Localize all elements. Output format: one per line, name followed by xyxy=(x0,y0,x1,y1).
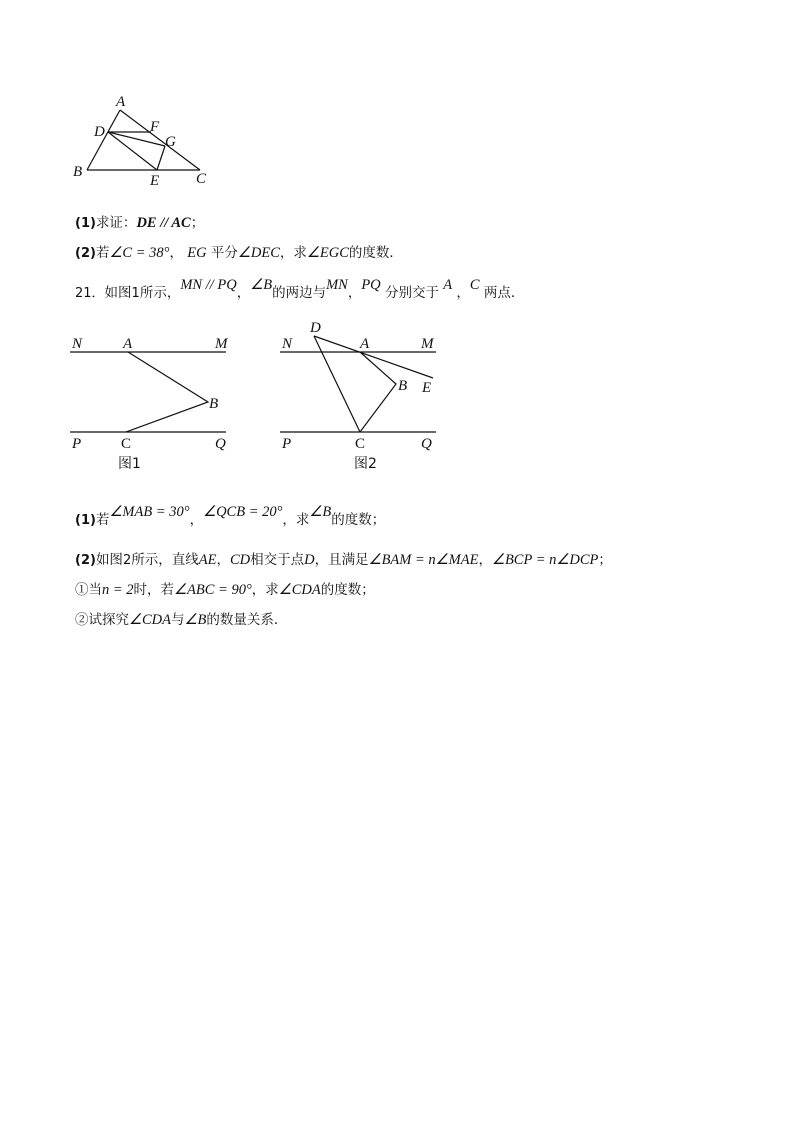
figure-2 xyxy=(278,318,458,478)
label-b: B xyxy=(73,164,83,180)
fig2-caption: 图2 xyxy=(354,456,377,472)
label-g: G xyxy=(165,134,176,150)
fig1-label-p: P xyxy=(72,436,82,452)
segment-eg xyxy=(157,146,165,170)
fig1-label-c: C xyxy=(121,436,132,452)
q21-stem: 21．如图1所示，MN // PQ，∠B的两边与MN，PQ 分别交于 A ，C 两点． xyxy=(75,277,525,301)
fig2-label-a: A xyxy=(360,336,370,352)
label-d: D xyxy=(94,124,105,140)
line-de xyxy=(314,336,433,378)
q21-part2-sub2: ②试探究∠CDA与∠B的数量关系． xyxy=(75,612,288,628)
label-a: A xyxy=(116,94,126,110)
edge-ab xyxy=(87,110,120,170)
q20-part1: (1)求证：DE // AC； xyxy=(75,215,205,231)
q20-part2: (2)若∠C = 38°， EG 平分∠DEC，求∠EGC的度数． xyxy=(75,245,403,261)
fig2-label-d: D xyxy=(310,320,321,336)
fig2-label-p: P xyxy=(282,436,292,452)
label-c: C xyxy=(196,171,207,187)
fig2-label-e: E xyxy=(422,380,432,396)
fig2-label-q: Q xyxy=(421,436,432,452)
fig2-label-n: N xyxy=(282,336,293,352)
fig1-label-n: N xyxy=(72,336,83,352)
fig1-label-b: B xyxy=(209,396,219,412)
triangle-figure xyxy=(60,88,230,198)
label-f: F xyxy=(150,119,160,135)
angle-abc xyxy=(126,352,208,432)
fig2-label-b: B xyxy=(398,378,408,394)
fig1-label-m: M xyxy=(215,336,228,352)
fig1-label-q: Q xyxy=(215,436,226,452)
angle-abc xyxy=(360,352,396,432)
label-e: E xyxy=(150,173,160,189)
figure-1 xyxy=(68,330,243,475)
q21-part1: (1)若∠MAB = 30°，∠QCB = 20°，求∠B的度数； xyxy=(75,504,386,528)
fig2-label-m: M xyxy=(421,336,434,352)
q21-part2: (2)如图2所示，直线AE，CD相交于点D，且满足∠BAM = n∠MAE，∠BCP = n∠DCP； xyxy=(75,552,612,568)
fig1-label-a: A xyxy=(123,336,133,352)
q21-part2-sub1: ①当n = 2时，若∠ABC = 90°，求∠CDA的度数； xyxy=(75,582,375,598)
fig1-caption: 图1 xyxy=(118,456,141,472)
fig2-label-c: C xyxy=(355,436,366,452)
